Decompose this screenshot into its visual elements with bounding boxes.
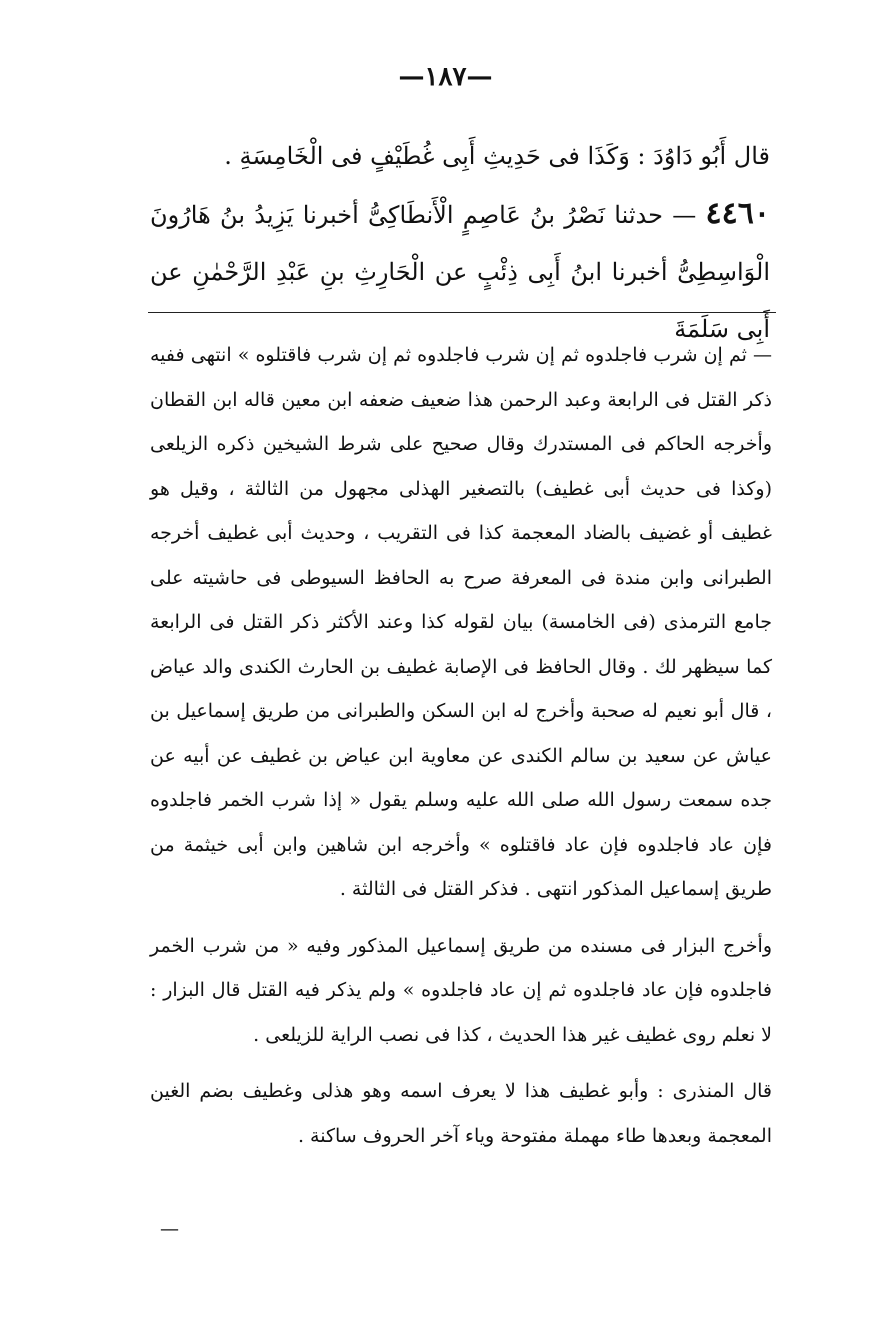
continuation-dash: — <box>160 1218 179 1240</box>
footnote-divider <box>148 312 776 313</box>
hadith-text: — حدثنا نَصْرُ بنُ عَاصِمٍ الْأَنطَاكِىُّ أخبرنا يَزِيدُ بنُ هَارُونَ الْوَاسِطِىُّ أخبرنا ابنُ أَبِى ذِئْبٍ عن الْحَارِثِ بنِ عَبْدِ الرَّحْمٰنِ عن أَبِى سَلَمَةَ <box>150 201 770 343</box>
commentary-paragraph: — ثم إن شرب فاجلدوه ثم إن شرب فاجلدوه ثم إن شرب فاقتلوه » انتهى ففيه ذكر القتل فى الرابعة وعبد الرحمن هذا ضعيف ضعفه ابن معين قاله ابن القطان وأخرجه الحاكم فى المستدرك وقال صحيح على شرط الشيخين ذكره الزيلعى (وكذا فى حديث أبى غطيف) بالتصغير الهذلى مجهول من الثالثة ، وقيل هو غطيف أو غضيف بالضاد المعجمة كذا فى التقريب ، وحديث أبى غطيف أخرجه الطبرانى وابن مندة فى المعرفة صرح به الحافظ السيوطى فى حاشيته على جامع الترمذى (فى الخامسة) بيان لقوله كذا وعند الأكثر ذكر القتل فى الرابعة كما سيظهر لك . وقال الحافظ فى الإصابة غطيف بن الحارث الكندى والد عياض ، قال أبو نعيم له صحبة وأخرج له ابن السكن والطبرانى من طريق إسماعيل بن عياش عن سعيد بن سالم الكندى عن معاوية ابن عياض بن غطيف عن أبيه عن جده سمعت رسول الله صلى الله عليه وسلم يقول « إذا شرب الخمر فاجلدوه فإن عاد فاجلدوه فإن عاد فاقتلوه » وأخرجه ابن شاهين وابن أبى خيثمة من طريق إسماعيل المذكور انتهى . فذكر القتل فى الثالثة . <box>150 344 772 900</box>
main-text-line: قال أَبُو دَاوُدَ : وَكَذَا فى حَدِيثِ أَبِى غُطَيْفٍ فى الْخَامِسَةِ . <box>224 142 770 170</box>
main-text <box>150 128 770 358</box>
commentary-paragraph: وأخرج البزار فى مسنده من طريق إسماعيل المذكور وفيه « من شرب الخمر فاجلدوه فإن عاد فاجلدوه ثم إن عاد فاجلدوه » ولم يذكر فيه القتل قال البزار : لا نعلم روى غطيف غير هذا الحديث ، كذا فى نصب الراية للزيلعى . <box>150 934 772 1046</box>
commentary-paragraph: قال المنذرى : وأبو غطيف هذا لا يعرف اسمه وهو هذلى وغطيف بضم الغين المعجمة وبعدها طاء مهملة مفتوحة وياء آخر الحروف ساكنة . <box>150 1080 772 1147</box>
commentary <box>150 333 772 1158</box>
page-number: —١٨٧— <box>398 62 493 92</box>
hadith-number: ٤٤٦٠ <box>705 196 770 231</box>
